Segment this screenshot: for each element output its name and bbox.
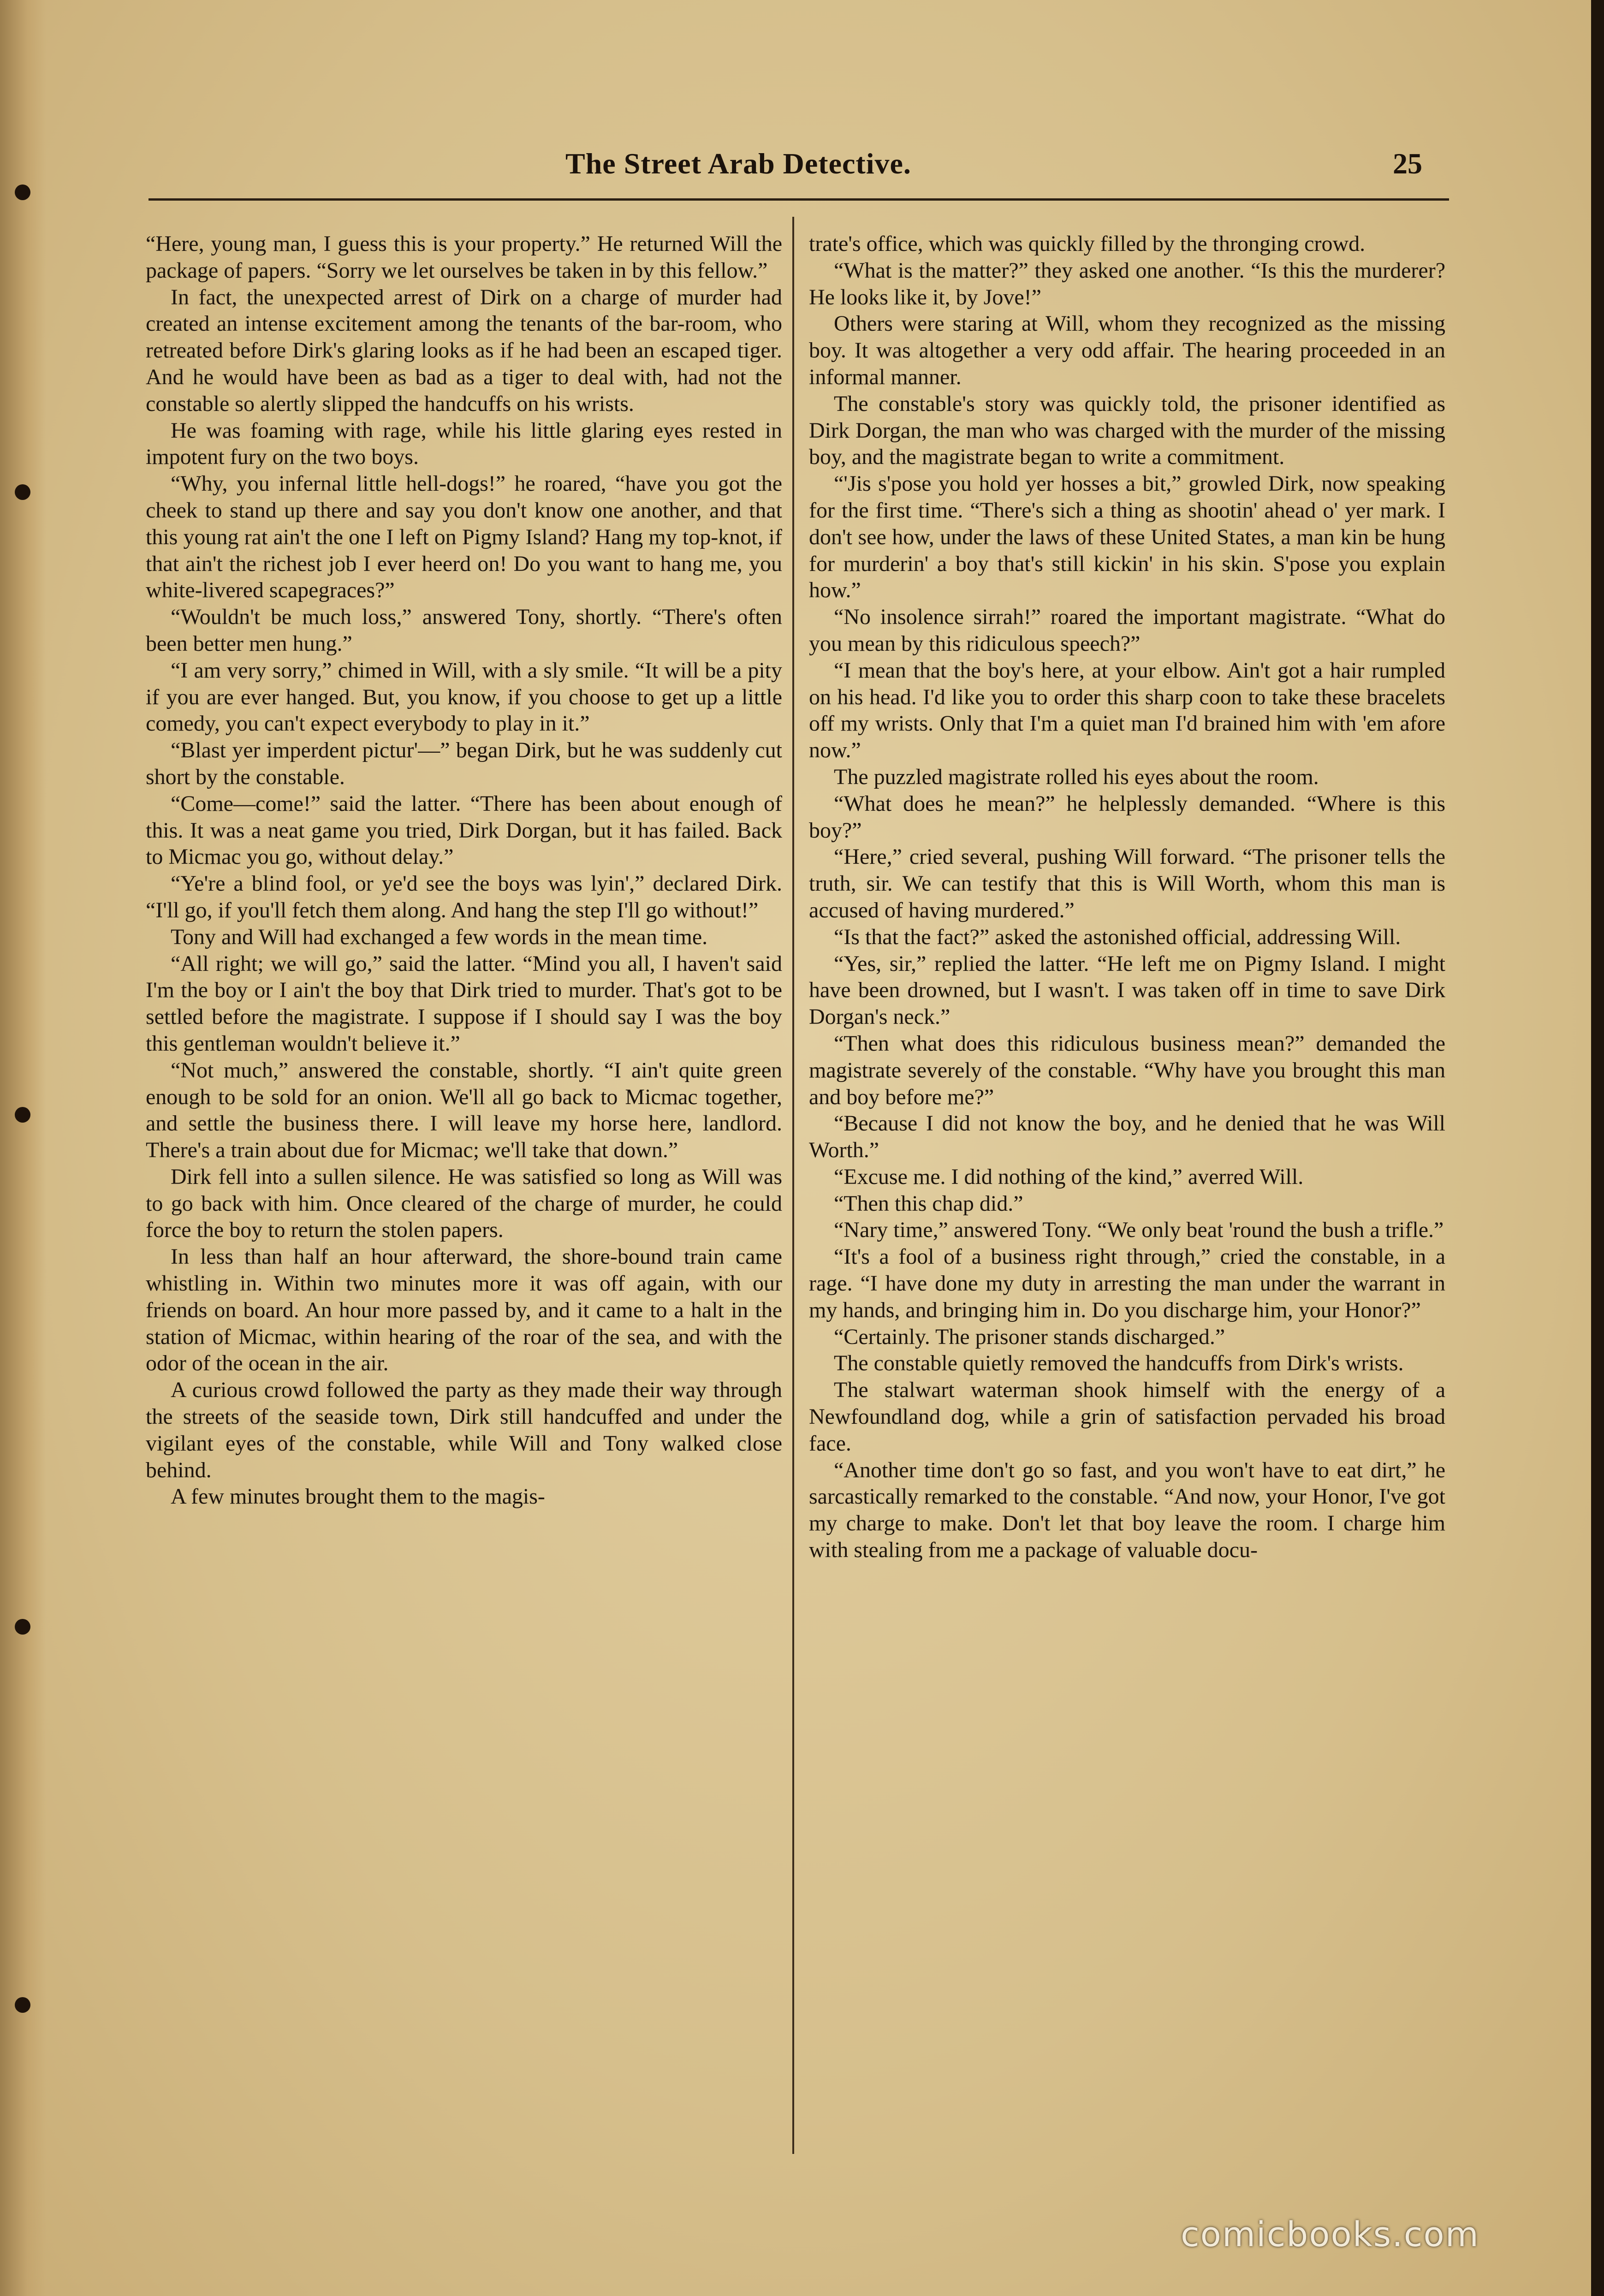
paragraph: The stalwart waterman shook himself with the energy of a Newfoundland dog, while a grin of satisfaction pervaded his broad face. bbox=[809, 1378, 1445, 1456]
site-watermark: comicbooks.com bbox=[1181, 2215, 1479, 2254]
paragraph: The puzzled magistrate rolled his eyes about the room. bbox=[834, 764, 1319, 789]
paragraph: “Another time don't go so fast, and you won't have to eat dirt,” he sarcastically remarked to the constable. “And now, your Honor, I've got my charge to make. Don't let that boy leave the room. I charge him with stealing from me a package of valuable docu- bbox=[809, 1457, 1445, 1563]
page-dark-edge bbox=[1591, 0, 1604, 2296]
paragraph: “Wouldn't be much loss,” answered Tony, shortly. “There's often been better men hung.” bbox=[146, 605, 782, 656]
paragraph: The constable quietly removed the handcuffs from Dirk's wrists. bbox=[834, 1351, 1404, 1376]
paragraph: “I am very sorry,” chimed in Will, with a sly smile. “It will be a pity if you are ever hanged. But, you know, if you choose to get up a little comedy, you can't expect everybody to play in it.” bbox=[146, 658, 782, 736]
paragraph: “No insolence sirrah!” roared the important magistrate. “What do you mean by this ridiculous speech?” bbox=[809, 605, 1445, 656]
paragraph: “It's a fool of a business right through,” cried the constable, in a rage. “I have done my duty in arresting the man under the warrant in my hands, and bringing him in. Do you discharge him, your Honor?” bbox=[809, 1244, 1445, 1322]
paragraph: Others were staring at Will, whom they recognized as the missing boy. It was altogether a very odd affair. The hearing proceeded in an informal manner. bbox=[809, 311, 1445, 389]
header-rule bbox=[149, 198, 1449, 201]
right-column bbox=[809, 231, 1445, 1564]
paragraph: “Blast yer imperdent pictur'—” began Dirk, but he was suddenly cut short by the constable. bbox=[146, 738, 782, 789]
paragraph: “Here, young man, I guess this is your property.” He returned Will the package of papers. “Sorry we let ourselves be taken in by this fellow.” bbox=[146, 232, 782, 283]
paragraph: “Excuse me. I did nothing of the kind,” averred Will. bbox=[834, 1164, 1304, 1189]
binding-hole bbox=[15, 1619, 30, 1635]
paragraph: “Certainly. The prisoner stands discharged.” bbox=[834, 1324, 1225, 1349]
running-title: The Street Arab Detective. bbox=[565, 147, 911, 180]
paragraph: “Nary time,” answered Tony. “We only beat 'round the bush a trifle.” bbox=[834, 1218, 1444, 1243]
paragraph: “Yes, sir,” replied the latter. “He left me on Pigmy Island. I might have been drowned, but I wasn't. I was taken off in time to save Dirk Dorgan's neck.” bbox=[809, 951, 1445, 1029]
paragraph: “All right; we will go,” said the latter. “Mind you all, I haven't said I'm the boy or I ain't the boy that Dirk tried to murder. That's got to be settled before the magistrate. I suppose if I should say I was the boy this gentleman wouldn't believe it.” bbox=[146, 951, 782, 1056]
paragraph: “Ye're a blind fool, or ye'd see the boys was lyin',” declared Dirk. “I'll go, if you'll fetch them along. And hang the step I'll go without!” bbox=[146, 871, 782, 922]
paragraph: trate's office, which was quickly filled by the thronging crowd. bbox=[809, 232, 1366, 256]
paragraph: “What does he mean?” he helplessly demanded. “Where is this boy?” bbox=[809, 791, 1445, 843]
paragraph: In less than half an hour afterward, the shore-bound train came whistling in. Within two minutes more it was off again, with our friends on board. An hour more passed by, and it came to a halt in the station of Micmac, within hearing of the roar of the sea, and with the odor of the ocean in the air. bbox=[146, 1244, 782, 1376]
page-number: 25 bbox=[1393, 147, 1422, 180]
paragraph: A few minutes brought them to the magis- bbox=[171, 1484, 545, 1509]
binding-hole bbox=[15, 484, 30, 500]
paragraph: “Then this chap did.” bbox=[834, 1191, 1023, 1216]
paragraph: “Here,” cried several, pushing Will forward. “The prisoner tells the truth, sir. We can testify that this is Will Worth, whom this man is accused of having murdered.” bbox=[809, 845, 1445, 922]
paragraph: “Because I did not know the boy, and he denied that he was Will Worth.” bbox=[809, 1111, 1445, 1163]
paragraph: “'Jis s'pose you hold yer hosses a bit,” growled Dirk, now speaking for the first time. “There's sich a thing as shootin' ahead o' yer mark. I don't see how, under the laws of these United States, a man kin be hung for murderin' a boy that's still kickin' in his skin. S'pose you explain how.” bbox=[809, 471, 1445, 603]
paragraph: The constable's story was quickly told, the prisoner identified as Dirk Dorgan, the man who was charged with the murder of the missing boy, and the magistrate began to write a commitment. bbox=[809, 391, 1445, 470]
paragraph: “Come—come!” said the latter. “There has been about enough of this. It was a neat game you tried, Dirk Dorgan, but it has failed. Back to Micmac you go, without delay.” bbox=[146, 791, 782, 869]
paragraph: “Is that the fact?” asked the astonished official, addressing Will. bbox=[834, 924, 1401, 949]
column-divider bbox=[792, 217, 794, 2154]
paragraph: He was foaming with rage, while his little glaring eyes rested in impotent fury on the two boys. bbox=[146, 418, 782, 470]
page-binding-edge bbox=[0, 0, 46, 2296]
paragraph: Tony and Will had exchanged a few words in the mean time. bbox=[171, 924, 708, 949]
binding-hole bbox=[15, 184, 30, 200]
binding-hole bbox=[15, 1107, 30, 1123]
paragraph: “What is the matter?” they asked one another. “Is this the murderer? He looks like it, by Jove!” bbox=[809, 258, 1445, 309]
paragraph: “I mean that the boy's here, at your elbow. Ain't got a hair rumpled on his head. I'd like you to order this sharp coon to take these bracelets off my wrists. Only that I'm a quiet man I'd brained him with 'em afore now.” bbox=[809, 658, 1445, 763]
paragraph: “Then what does this ridiculous business mean?” demanded the magistrate severely of the constable. “Why have you brought this man and boy before me?” bbox=[809, 1031, 1445, 1109]
paragraph: In fact, the unexpected arrest of Dirk on a charge of murder had created an intense excitement among the tenants of the bar-room, who retreated before Dirk's glaring looks as if he had been an escaped tiger. And he would have been as bad as a tiger to deal with, had not the constable so alertly slipped the handcuffs on his wrists. bbox=[146, 285, 782, 416]
paragraph: A curious crowd followed the party as they made their way through the streets of the seaside town, Dirk still handcuffed and under the vigilant eyes of the constable, while Will and Tony walked close behind. bbox=[146, 1378, 782, 1482]
paragraph: “Why, you infernal little hell-dogs!” he roared, “have you got the cheek to stand up there and say you don't know one another, and that this young rat ain't the one I left on Pigmy Island? Hang my top-knot, if that ain't the richest job I ever heerd on! Do you want to hang me, you white-livered scapegraces?” bbox=[146, 471, 782, 603]
paragraph: “Not much,” answered the constable, shortly. “I ain't quite green enough to be sold for an onion. We'll all go back to Micmac together, and settle the business there. I will leave my horse here, landlord. There's a train about due for Micmac; we'll take that down.” bbox=[146, 1058, 782, 1163]
paragraph: Dirk fell into a sullen silence. He was satisfied so long as Will was to go back with him. Once cleared of the charge of murder, he could force the boy to return the stolen papers. bbox=[146, 1164, 782, 1243]
left-column bbox=[146, 231, 782, 1510]
binding-hole bbox=[15, 1997, 30, 2013]
